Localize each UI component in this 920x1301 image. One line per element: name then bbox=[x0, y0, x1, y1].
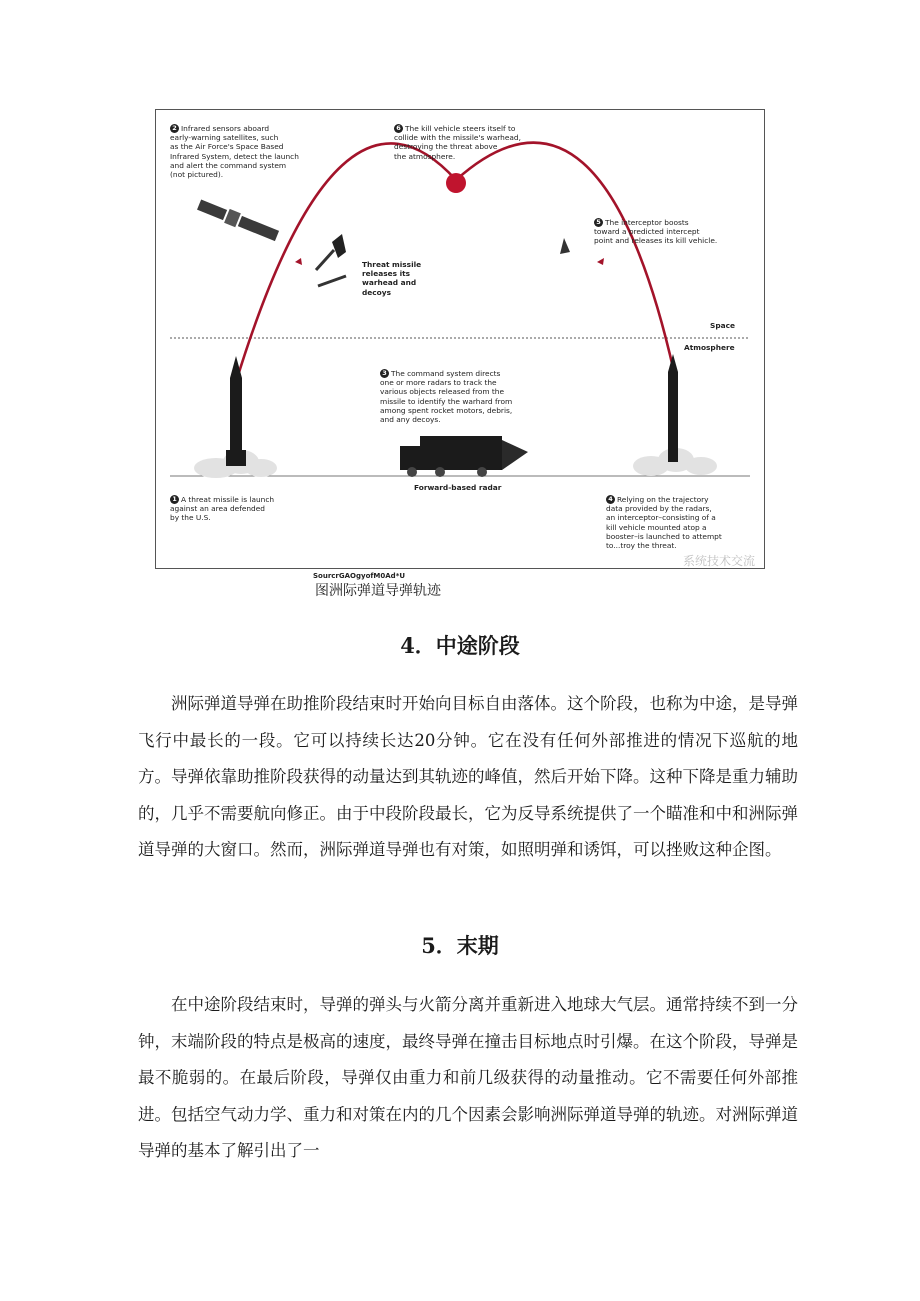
label-atmosphere: Atmosphere bbox=[684, 343, 735, 352]
section-heading-terminal: 5．末期 bbox=[421, 933, 499, 958]
label-space: Space bbox=[710, 321, 735, 330]
label-step4: 4 Relying on the trajectory data provided by the radars, an interceptor–consisting of a kill vehicle mounted atop a booster–is launched to attempt to...troy the threat. bbox=[606, 495, 722, 551]
label-step5: 5 The interceptor boosts toward a predicted intercept point and releases its kill vehicle. bbox=[594, 218, 718, 246]
decoy bbox=[316, 250, 334, 270]
interceptor-missile bbox=[668, 354, 678, 462]
step-number: 4 bbox=[606, 495, 615, 504]
figure-caption: 图洲际弹道导弹轨迹 bbox=[315, 583, 441, 599]
step-number: 5 bbox=[594, 218, 603, 227]
radar-truck bbox=[400, 436, 528, 477]
label-step6: 6 The kill vehicle steers itself to collide with the missile's warhead, destroying the threat above the atmosphere. bbox=[394, 124, 521, 161]
watermark: 系统技术交流 bbox=[683, 554, 756, 568]
interceptor-trajectory bbox=[456, 143, 674, 372]
trajectory-figure bbox=[155, 109, 765, 569]
label-step2: 2 Infrared sensors aboard early-warning satellites, such as the Air Force's Space Based Infrared System, detect the launch and alert the command system (not pictured). bbox=[170, 124, 299, 180]
decoy bbox=[318, 276, 346, 286]
warhead bbox=[332, 234, 346, 258]
kill-vehicle bbox=[560, 238, 570, 254]
label-threat: Threat missile releases its warhead and decoys bbox=[362, 260, 422, 297]
step-number: 3 bbox=[380, 369, 389, 378]
label-radar: Forward-based radar bbox=[414, 483, 502, 492]
figure-source: SourcrGAOgyofM0Ad*U bbox=[313, 572, 406, 580]
step-number: 2 bbox=[170, 124, 179, 133]
step-number: 6 bbox=[394, 124, 403, 133]
impact-point bbox=[446, 173, 466, 193]
arrow-marker bbox=[597, 258, 604, 265]
arrow-marker bbox=[295, 258, 302, 265]
label-step3: 3 The command system directs one or more radars to track the various objects released from the missile to identify the warhard from among spent rocket motors, debris, and any decoys. bbox=[380, 369, 513, 425]
section-heading-midcourse: 4．中途阶段 bbox=[400, 633, 520, 658]
paragraph-terminal: 在中途阶段结束时，导弹的弹头与火箭分离并重新进入地球大气层。通常持续不到一分钟，末端阶段的特点是极高的速度，最终导弹在撞击目标地点时引爆。在这个阶段，导弹是最不脆弱的。在最后阶段，导弹仅由重力和前几级获得的动量推动。它不需要任何外部推进。包括空气动力学、重力和对策在内的几个因素会影响洲际弹道导弹的轨迹。对洲际弹道导弹的基本了解引出了一 bbox=[138, 995, 798, 1160]
paragraph-midcourse: 洲际弹道导弹在助推阶段结束时开始向目标自由落体。这个阶段，也称为中途，是导弹飞行中最长的一段。它可以持续长达20分钟。它在没有任何外部推进的情况下巡航的地方。导弹依靠助推阶段获得的动量达到其轨迹的峰值，然后开始下降。这种下降是重力辅助的，几乎不需要航向修正。由于中段阶段最长，它为反导系统提供了一个瞄准和中和洲际弹道导弹的大窗口。然而，洲际弹道导弹也有对策，如照明弹和诱饵，可以挫败这种企图。 bbox=[138, 694, 798, 859]
step-number: 1 bbox=[170, 495, 179, 504]
label-step1: 1 A threat missile is launch against an area defended by the U.S. bbox=[170, 495, 275, 523]
satellite bbox=[196, 198, 280, 243]
threat-missile bbox=[226, 356, 246, 466]
